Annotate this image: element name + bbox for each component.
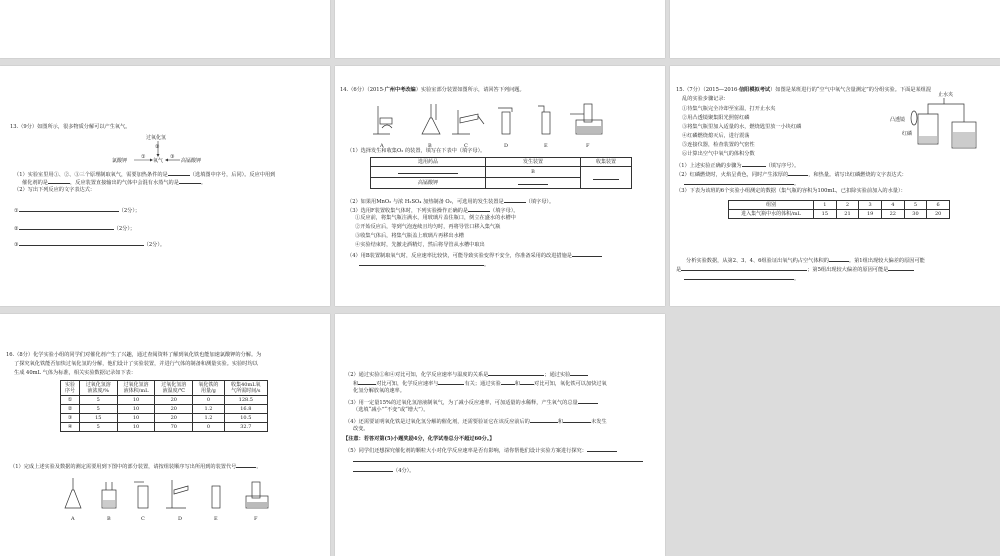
q15-cell-4: 22	[881, 210, 904, 219]
table-row: ② 5 10 20 1.2 16.8	[61, 405, 268, 414]
q14-part3: （3）选用F装置收集气体时，下列实验操作正确的是 （填字母）。	[347, 208, 519, 214]
q16-label-f: F	[254, 516, 258, 522]
q14-th-collector: 收集装置	[581, 158, 632, 167]
q14-part4-line2: 。	[359, 260, 489, 269]
q15-cell-1: 15	[814, 210, 837, 219]
q16-part2-line3: 化氢分解放氧的速率。	[353, 388, 405, 394]
table-row: ① 5 10 20 0 128.5	[61, 396, 268, 405]
q16-th-3: 过氧化氢溶 液温度/℃	[155, 381, 193, 396]
page-question-15	[670, 66, 1000, 306]
q16-label-e: E	[214, 516, 218, 522]
q16-th-2: 过氧化氢溶 液体积/mL	[117, 381, 155, 396]
q15-step-4: ④红磷燃烧熄灭后，进行震荡	[682, 133, 750, 139]
page-question-16-continued	[335, 314, 665, 556]
q14-th-drug: 选用药品	[371, 158, 486, 167]
q15-th-4: 4	[881, 201, 904, 210]
label-clip: 止水夹	[938, 92, 954, 98]
page-question-13	[0, 66, 330, 306]
q14-cell-kmno4: 高锰酸钾	[371, 178, 486, 189]
diagram-label-oxygen: 氧气	[153, 158, 164, 164]
q13-decomposition-diagram	[112, 134, 212, 168]
q16-part5-line1: （5）同学们还想探究催化剂的颗粒大小对化学反应速率是否有影响，请你帮他们设计实验方案进行探究：	[345, 446, 617, 455]
q15-analysis-line3: 。	[684, 274, 799, 283]
page-top-right	[670, 0, 1000, 58]
q14-option-4: ④实验结束时，先撤走酒精灯，然后将导管从水槽中取出	[355, 242, 485, 248]
apparatus-label-d: D	[504, 143, 509, 149]
q15-analysis-line2: 是 ；第5组出现较大偏差的原因可能是	[676, 265, 914, 274]
apparatus-label-f: F	[586, 143, 590, 149]
diagram-label-h2o2: 过氧化氢	[146, 135, 167, 141]
q16-part5-line3: （4分）。	[353, 466, 414, 475]
q13-stem: 13.（9分）如图所示，很多物质分解可以产生氧气。	[10, 124, 131, 130]
q15-th-2: 2	[836, 201, 859, 210]
q14-part1: （1）选择发生和收集O₂ 的装置，填写在下表中（填字母）。	[347, 148, 486, 154]
q15-cell-2: 21	[836, 210, 859, 219]
diagram-circle-2: ②	[155, 144, 160, 150]
q14-table	[370, 157, 632, 189]
apparatus-label-a: A	[380, 143, 384, 149]
diagram-circle-1: ①	[141, 154, 146, 160]
q16-th-5: 收集40mL氧 气所需时间/s	[224, 381, 267, 396]
q15-step-3: ③将集气瓶里加入适量的水，燃烧匙里放一小块红磷	[682, 124, 802, 130]
q15-stem-line2: 乱的实验步骤记录：	[682, 96, 729, 102]
q15-part2-line2: 。	[684, 179, 799, 188]
q16-label-c: C	[141, 516, 145, 522]
q16-part4-line1: （4）还需要证明氧化铁是过氧化氢分解的催化剂，还需要验证它在该反应前后的 和 未发生	[345, 419, 607, 425]
q15-part2: （2）红磷燃烧时，火焰呈黄色，同时产生浓厚的 ，和热量。请写出红磷燃烧的文字表达式：	[676, 172, 907, 178]
q16-apparatus-row	[62, 476, 282, 524]
page-top-middle	[335, 0, 665, 58]
q14-cell-b: B	[486, 167, 581, 178]
page-question-16	[0, 314, 330, 556]
q16-part1: （1）完成上述实验及数据的测定需要用到下图中的部分装置，请按组装顺序写出所用到的装置代号 。	[10, 464, 262, 470]
q13-answer-3: ③ （2分）。	[14, 242, 166, 248]
q15-analysis-line1: 分析实验数据，从第2、3、4、6组验证出氧气约占空气体积的 。第1组出现较大偏差的原因可能	[686, 258, 925, 264]
q15-th-5: 5	[904, 201, 927, 210]
q16-apparatus-drawings	[62, 476, 282, 514]
q16-label-d: D	[178, 516, 183, 522]
label-phosphorus: 红磷	[902, 131, 913, 137]
q15-step-1: ①待集气瓶完全冷却至室温，打开止水夹	[682, 106, 776, 112]
apparatus-label-c: C	[464, 143, 468, 149]
q14-stem: 14.（6分）（2015·广州中考改编）实验室部分装置如图所示，请回答下列问题。	[340, 87, 525, 93]
q15-cell-6: 20	[927, 210, 950, 219]
page-top-left	[0, 0, 330, 58]
q15-th-group: 组别	[729, 201, 814, 210]
q13-answer-2: ② （2分）；	[14, 226, 136, 232]
q15-row-label: 进入集气瓶中水的体积/mL	[729, 210, 814, 219]
q16-label-a: A	[71, 516, 75, 522]
q14-option-1: ①反应前，将集气瓶注满水，用玻璃片盖住瓶口，倒立在盛水的水槽中	[355, 215, 516, 221]
q13-part1-line2: 催化剂的是 ，反应装置直接输出的气体中会混有水蒸气的是 。	[22, 180, 207, 186]
q14-cell-blank-collector[interactable]	[581, 167, 632, 189]
q15-part1: （1）上述实验正确的步骤为 （填写序号）。	[676, 163, 800, 169]
q13-answer-1: ① （2分）；	[14, 208, 141, 214]
q14-cell-blank-gen[interactable]	[486, 178, 581, 189]
diagram-label-kmno4: 高锰酸钾	[181, 158, 202, 164]
q16-bonus-note: 【注意：若答对第(5)小题奖励4分，化学试卷总分不超过60分。】	[343, 436, 495, 442]
q16-part2-line1: （2）通过实验①和④对比可知，化学反应速率与温度的关系是 ；通过实验	[345, 370, 588, 379]
q15-step-5: ⑤连接仪器，检查装置的气密性	[682, 142, 755, 148]
q16-stem-line1: 16.（8分）化学实验小组的同学们对催化剂产生了兴趣，通过查阅资料了解到氧化铁也能加速氯酸钾的分解。为	[6, 352, 262, 358]
label-lens: 凸透镜	[890, 117, 906, 123]
q15-data-table	[728, 200, 950, 219]
table-row: ④ 5 10 70 0 32.7	[61, 423, 268, 432]
q16-stem-line3: 生成 40mL 气体为标准，相关实验数据记录如下表：	[14, 370, 137, 376]
apparatus-label-e: E	[544, 143, 548, 149]
q14-part4: （4）用B装置制取氧气时，反应速率比较快，可能导致实验变得不安全，你准备采用的改进措施是	[347, 251, 602, 260]
apparatus-label-b: B	[428, 143, 432, 149]
q14-option-2: ②开始反应后，等到气泡连续且均匀时，再将导管口移入集气瓶	[355, 224, 501, 230]
q14-part2: （2）如果用MnO₂ 与浓 H₂SO₄ 加热制备 O₂，可选用的发生装置是 （填字母）。	[347, 199, 555, 205]
q16-th-4: 氧化铁的 用量/g	[193, 381, 224, 396]
q15-part3: （3）下表为该班的6个实验小组测定的数据（集气瓶的容积为100mL，已扣除实验前加入的水量）：	[676, 188, 906, 194]
apparatus-drawings	[370, 98, 620, 142]
q16-part5-line2	[353, 456, 643, 465]
q16-th-0: 实验 序号	[61, 381, 80, 396]
q14-apparatus-row	[370, 98, 620, 150]
q13-part2: （2）写出下列反应的文字表达式：	[14, 187, 96, 193]
q13-part1-line1: （1）实验室里用①、②、③三个原理制取氧气，需要加热条件的是 （选填图中序号，后同）。反应中用到	[14, 172, 276, 178]
q16-part2-line2: 和 对比可知，化学反应速率与 有关；通过实验 和 对比可知，氧化铁可以加快过氧	[353, 381, 607, 387]
q16-part4-line2: 改变。	[353, 426, 369, 432]
q15-cell-3: 19	[859, 210, 882, 219]
q16-th-1: 过氧化氢溶 液浓度/%	[79, 381, 117, 396]
q15-cell-5: 30	[904, 210, 927, 219]
diagram-circle-3: ③	[170, 154, 175, 160]
q14-option-3: ③收集气体后，将集气瓶盖上玻璃片再移出水槽	[355, 233, 464, 239]
q15-step-6: ⑥计算出空气中氧气的体积分数	[682, 151, 755, 157]
q16-part3-line1: （3）用一定量15%的过氧化氢溶液制氧气，为了减小反应速率，可加适量的水稀释，产生氧气的总量	[345, 398, 598, 407]
q15-step-2: ②用凸透镜聚集阳光照射红磷	[682, 115, 750, 121]
table-row: ③ 15 10 20 1.2 10.5	[61, 414, 268, 423]
q15-stem-line1: 15.（7分）（2015—2016·信阳模拟考试）如图是某班进行的“空气中氧气含量测定”的分组实验。下面是某组混	[676, 87, 932, 93]
q16-stem-line2: 了探究氧化铁能否加快过氧化氢的分解，他们设计了实验装置，并进行气体的制备和测量实验。实验时均以	[14, 361, 258, 367]
q15-th-3: 3	[859, 201, 882, 210]
q14-cell-blank-drug[interactable]	[371, 167, 486, 178]
page-question-14	[335, 66, 665, 306]
diagram-label-kclo3: 氯酸钾	[112, 158, 128, 164]
q16-part3-line2: （选填“减小”“不变”或“增大”）。	[353, 407, 429, 413]
q14-th-generator: 发生装置	[486, 158, 581, 167]
q15-th-1: 1	[814, 201, 837, 210]
q16-label-b: B	[107, 516, 111, 522]
q15-apparatus-figure	[890, 84, 994, 156]
q16-data-table	[60, 380, 268, 432]
q15-th-6: 6	[927, 201, 950, 210]
